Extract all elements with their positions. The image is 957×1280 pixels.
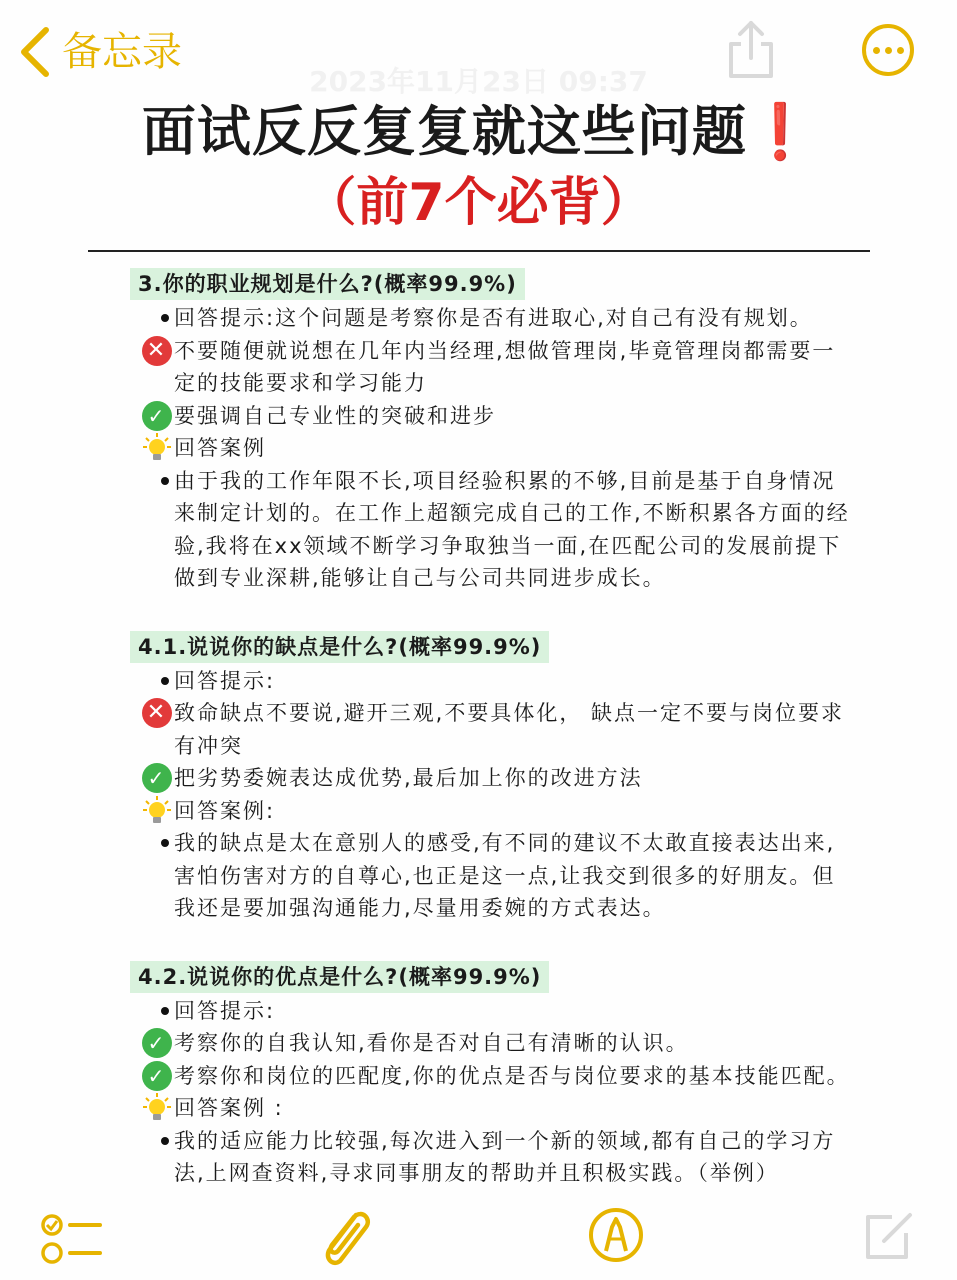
note-line-text: 不要随便就说想在几年内当经理,想做管理岗,毕竟管理岗都需要一定的技能要求和学习能力	[174, 338, 836, 395]
divider	[88, 250, 870, 252]
question-section	[130, 631, 850, 925]
note-line	[130, 1027, 850, 1060]
note-line	[130, 762, 850, 795]
bullet-icon	[142, 465, 172, 497]
note-line-text: 考察你和岗位的匹配度,你的优点是否与岗位要求的基本技能匹配。	[174, 1063, 850, 1088]
note-line-text: 考察你的自我认知,看你是否对自己有清晰的认识。	[174, 1031, 689, 1055]
bullet-icon	[142, 302, 172, 334]
note-line-text: 回答提示:	[174, 998, 276, 1023]
bullet-icon	[142, 995, 172, 1027]
note-line	[130, 1125, 850, 1190]
question-heading: 4.1.说说你的缺点是什么?(概率99.9%)	[130, 631, 549, 663]
bullet-icon	[142, 827, 172, 859]
checklist-icon[interactable]	[40, 1213, 104, 1265]
note-title-text: 面试反反复复就这些问题	[141, 100, 747, 163]
cross-icon: ✕	[142, 697, 172, 729]
note-line	[130, 827, 850, 925]
note-title	[0, 100, 957, 164]
share-icon[interactable]	[726, 18, 776, 80]
more-options-button[interactable]	[862, 24, 914, 76]
note-date: 2023年11月23日 09:37	[309, 65, 648, 98]
note-line	[130, 1092, 850, 1125]
markup-pen-icon[interactable]	[588, 1207, 644, 1263]
check-icon: ✓	[142, 400, 172, 432]
note-line-text: 回答提示:这个问题是考察你是否有进取心,对自己有没有规划。	[174, 306, 813, 330]
top-navigation-bar	[0, 0, 957, 100]
cross-icon: ✕	[142, 335, 172, 367]
question-heading: 4.2.说说你的优点是什么?(概率99.9%)	[130, 961, 549, 993]
note-line-text: 由于我的工作年限不长,项目经验积累的不够,目前是基于自身情况来制定计划的。在工作上超额完成自己的工作,不断积累各方面的经验,我将在xx领域不断学习争取独当一面,在匹配公司的发展前提下做到专业深耕,能够让自己与公司共同进步成长。	[174, 468, 850, 590]
note-line-text: 回答提示:	[174, 668, 276, 693]
note-line	[130, 432, 850, 465]
bullet-icon	[142, 665, 172, 697]
compose-icon[interactable]	[862, 1209, 916, 1263]
bullet-icon	[142, 1125, 172, 1157]
note-line	[130, 1060, 850, 1093]
check-icon: ✓	[142, 1060, 172, 1092]
note-line-text: 致命缺点不要说,避开三观,不要具体化， 缺点一定不要与岗位要求有冲突	[174, 701, 845, 758]
note-line	[130, 995, 850, 1028]
note-line-text: 我的缺点是太在意别人的感受,有不同的建议不太敢直接表达出来,害怕伤害对方的自尊心,也正是这一点,让我交到很多的好朋友。但我还是要加强沟通能力,尽量用委婉的方式表达。	[174, 831, 836, 920]
more-dot	[885, 47, 892, 54]
question-section	[130, 268, 850, 595]
exclamation-icon: ❗	[746, 100, 816, 163]
question-heading: 3.你的职业规划是什么?(概率99.9%)	[130, 268, 525, 300]
note-body[interactable]	[130, 268, 850, 1226]
paperclip-icon[interactable]	[316, 1205, 374, 1271]
note-line-text: 要强调自己专业性的突破和进步	[174, 403, 496, 428]
note-line-text: 回答案例:	[174, 798, 276, 823]
note-line-text: 回答案例 :	[174, 1096, 284, 1120]
more-dot	[873, 47, 880, 54]
note-line-text: 回答案例	[174, 436, 266, 460]
check-icon: ✓	[142, 1027, 172, 1059]
lightbulb-icon	[142, 432, 172, 464]
note-line-text: 我的适应能力比较强,每次进入到一个新的领域,都有自己的学习方法,上网查资料,寻求同事朋友的帮助并且积极实践。（举例）	[174, 1128, 836, 1185]
bottom-toolbar	[0, 1195, 957, 1280]
note-line	[130, 665, 850, 698]
note-line	[130, 302, 850, 335]
note-line	[130, 795, 850, 828]
check-icon: ✓	[142, 762, 172, 794]
note-line-text: 把劣势委婉表达成优势,最后加上你的改进方法	[174, 766, 643, 790]
lightbulb-icon	[142, 1092, 172, 1124]
note-line	[130, 465, 850, 595]
more-dot	[897, 47, 904, 54]
note-line	[130, 697, 850, 762]
note-line	[130, 335, 850, 400]
back-label: 备忘录	[62, 29, 182, 75]
question-section	[130, 961, 850, 1190]
note-line	[130, 400, 850, 433]
note-subtitle: （前7个必背）	[304, 173, 653, 233]
lightbulb-icon	[142, 795, 172, 827]
